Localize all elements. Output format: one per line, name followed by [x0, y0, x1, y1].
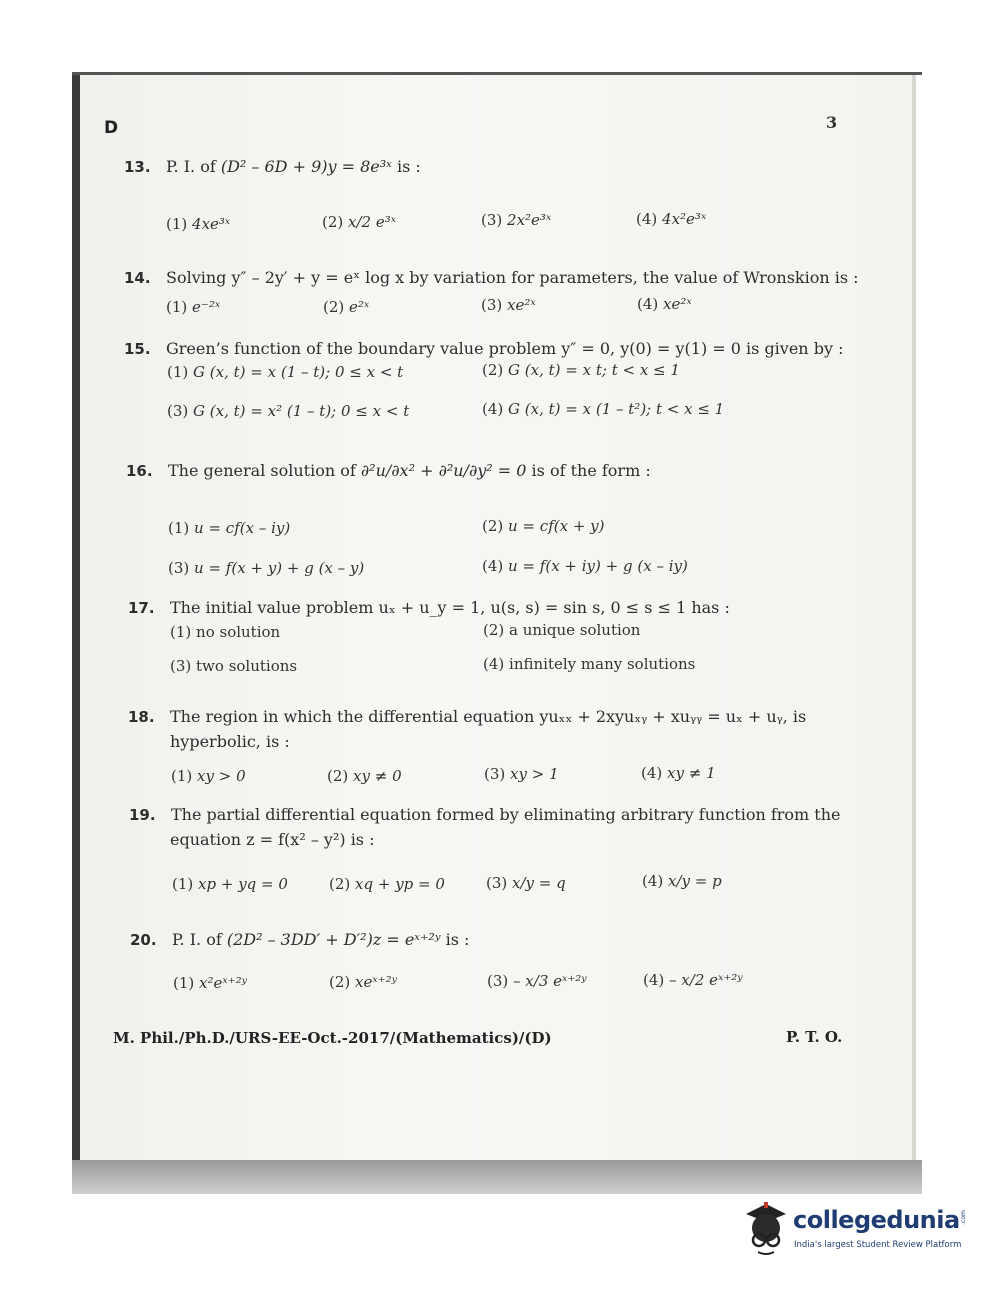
option: (4) – x/2 eˣ⁺²ʸ: [643, 971, 743, 989]
exam-code-footer: M. Phil./Ph.D./URS-EE-Oct.-2017/(Mathematics)/(D): [113, 1029, 552, 1047]
pto-label: P. T. O.: [786, 1028, 843, 1046]
option: (2) xeˣ⁺²ʸ: [329, 973, 397, 991]
question-text: The initial value problem uₓ + u_y = 1, u(s, s) = sin s, 0 ≤ s ≤ 1 has :: [170, 598, 730, 617]
option: (1) u = cf(x – iy): [168, 519, 291, 537]
question-18: [128, 707, 806, 726]
option: (3) G (x, t) = x² (1 – t); 0 ≤ x < t: [167, 402, 410, 420]
option: (4) xy ≠ 1: [641, 764, 716, 782]
option: (4) infinitely many solutions: [483, 655, 696, 673]
option: (1) 4xe³ˣ: [166, 215, 231, 233]
option: (2) xq + yp = 0: [329, 875, 445, 893]
question-text-end: is of the form :: [526, 461, 651, 480]
question-number: 19.: [129, 806, 156, 824]
option: (3) xy > 1: [484, 765, 559, 783]
option: (3) two solutions: [170, 657, 298, 675]
collegedunia-logo: [738, 1200, 968, 1260]
logo-com-badge: .com: [959, 1210, 967, 1225]
option: (2) u = cf(x + y): [482, 517, 605, 535]
question-text: P. I. of: [166, 157, 221, 176]
question-equation: (2D² – 3DD′ + D′²)z = eˣ⁺²ʸ: [226, 930, 441, 949]
option: (2) G (x, t) = x t; t < x ≤ 1: [482, 361, 680, 379]
question-15: [124, 339, 843, 358]
mascot-icon: [738, 1200, 792, 1256]
option: (4) xe²ˣ: [637, 295, 692, 313]
question-17: [128, 598, 730, 617]
set-code: D: [104, 118, 119, 138]
option: (3) xe²ˣ: [481, 296, 536, 314]
option: (4) u = f(x + iy) + g (x – iy): [482, 557, 688, 575]
page-number: 3: [826, 113, 838, 132]
question-16: [126, 461, 651, 480]
option: (1) no solution: [170, 623, 281, 641]
question-number: 17.: [128, 599, 155, 617]
option: (4) x/y = p: [642, 872, 722, 890]
question-number: 14.: [124, 269, 151, 287]
question-number: 16.: [126, 462, 153, 480]
option: (2) x/2 e³ˣ: [322, 213, 397, 231]
question-19-continued: equation z = f(x² – y²) is :: [170, 830, 375, 849]
question-text: The partial differential equation formed by eliminating arbitrary function from the: [171, 805, 841, 824]
question-text-end: is :: [391, 157, 421, 176]
scan-border-left: [72, 72, 80, 1194]
question-text: Green’s function of the boundary value problem y″ = 0, y(0) = y(1) = 0 is given by :: [166, 339, 844, 358]
option: (2) xy ≠ 0: [327, 767, 402, 785]
question-14: [124, 268, 859, 287]
question-20: [130, 930, 469, 949]
question-equation: ∂²u/∂x² + ∂²u/∂y² = 0: [360, 461, 527, 480]
option: (1) xy > 0: [171, 767, 246, 785]
question-equation: (D² – 6D + 9)y = 8e³ˣ: [220, 157, 392, 176]
option: (1) e⁻²ˣ: [166, 298, 221, 316]
question-number: 15.: [124, 340, 151, 358]
option: (1) G (x, t) = x (1 – t); 0 ≤ x < t: [167, 363, 404, 381]
question-text: The region in which the differential equation yuₓₓ + 2xyuₓᵧ + xuᵧᵧ = uₓ + uᵧ, is: [170, 707, 807, 726]
scan-border-right: [912, 75, 916, 1160]
option: (1) xp + yq = 0: [172, 875, 288, 893]
option: (3) 2x²e³ˣ: [481, 211, 552, 229]
option: (2) e²ˣ: [323, 298, 370, 316]
option: (4) 4x²e³ˣ: [636, 210, 707, 228]
option: (3) u = f(x + y) + g (x – y): [168, 559, 365, 577]
question-text-end: is :: [440, 930, 470, 949]
paper-page: [80, 75, 915, 1160]
logo-tagline: India's largest Student Review Platform: [794, 1240, 962, 1250]
question-number: 20.: [130, 931, 157, 949]
logo-wordmark: collegedunia: [793, 1206, 960, 1234]
question-text: The general solution of: [168, 461, 361, 480]
question-number: 18.: [128, 708, 155, 726]
question-text: Solving y″ – 2y′ + y = eˣ log x by variation for parameters, the value of Wronskion is :: [166, 268, 859, 287]
question-19: [129, 805, 841, 824]
question-13: [124, 157, 421, 176]
option: (3) – x/3 eˣ⁺²ʸ: [487, 972, 587, 990]
question-number: 13.: [124, 158, 151, 176]
option: (1) x²eˣ⁺²ʸ: [173, 974, 247, 992]
question-text: P. I. of: [172, 930, 227, 949]
option: (2) a unique solution: [483, 621, 641, 639]
scan-border-bottom: [72, 1160, 922, 1194]
question-18-continued: hyperbolic, is :: [170, 732, 290, 751]
option: (3) x/y = q: [486, 874, 566, 892]
option: (4) G (x, t) = x (1 – t²); t < x ≤ 1: [482, 400, 725, 418]
